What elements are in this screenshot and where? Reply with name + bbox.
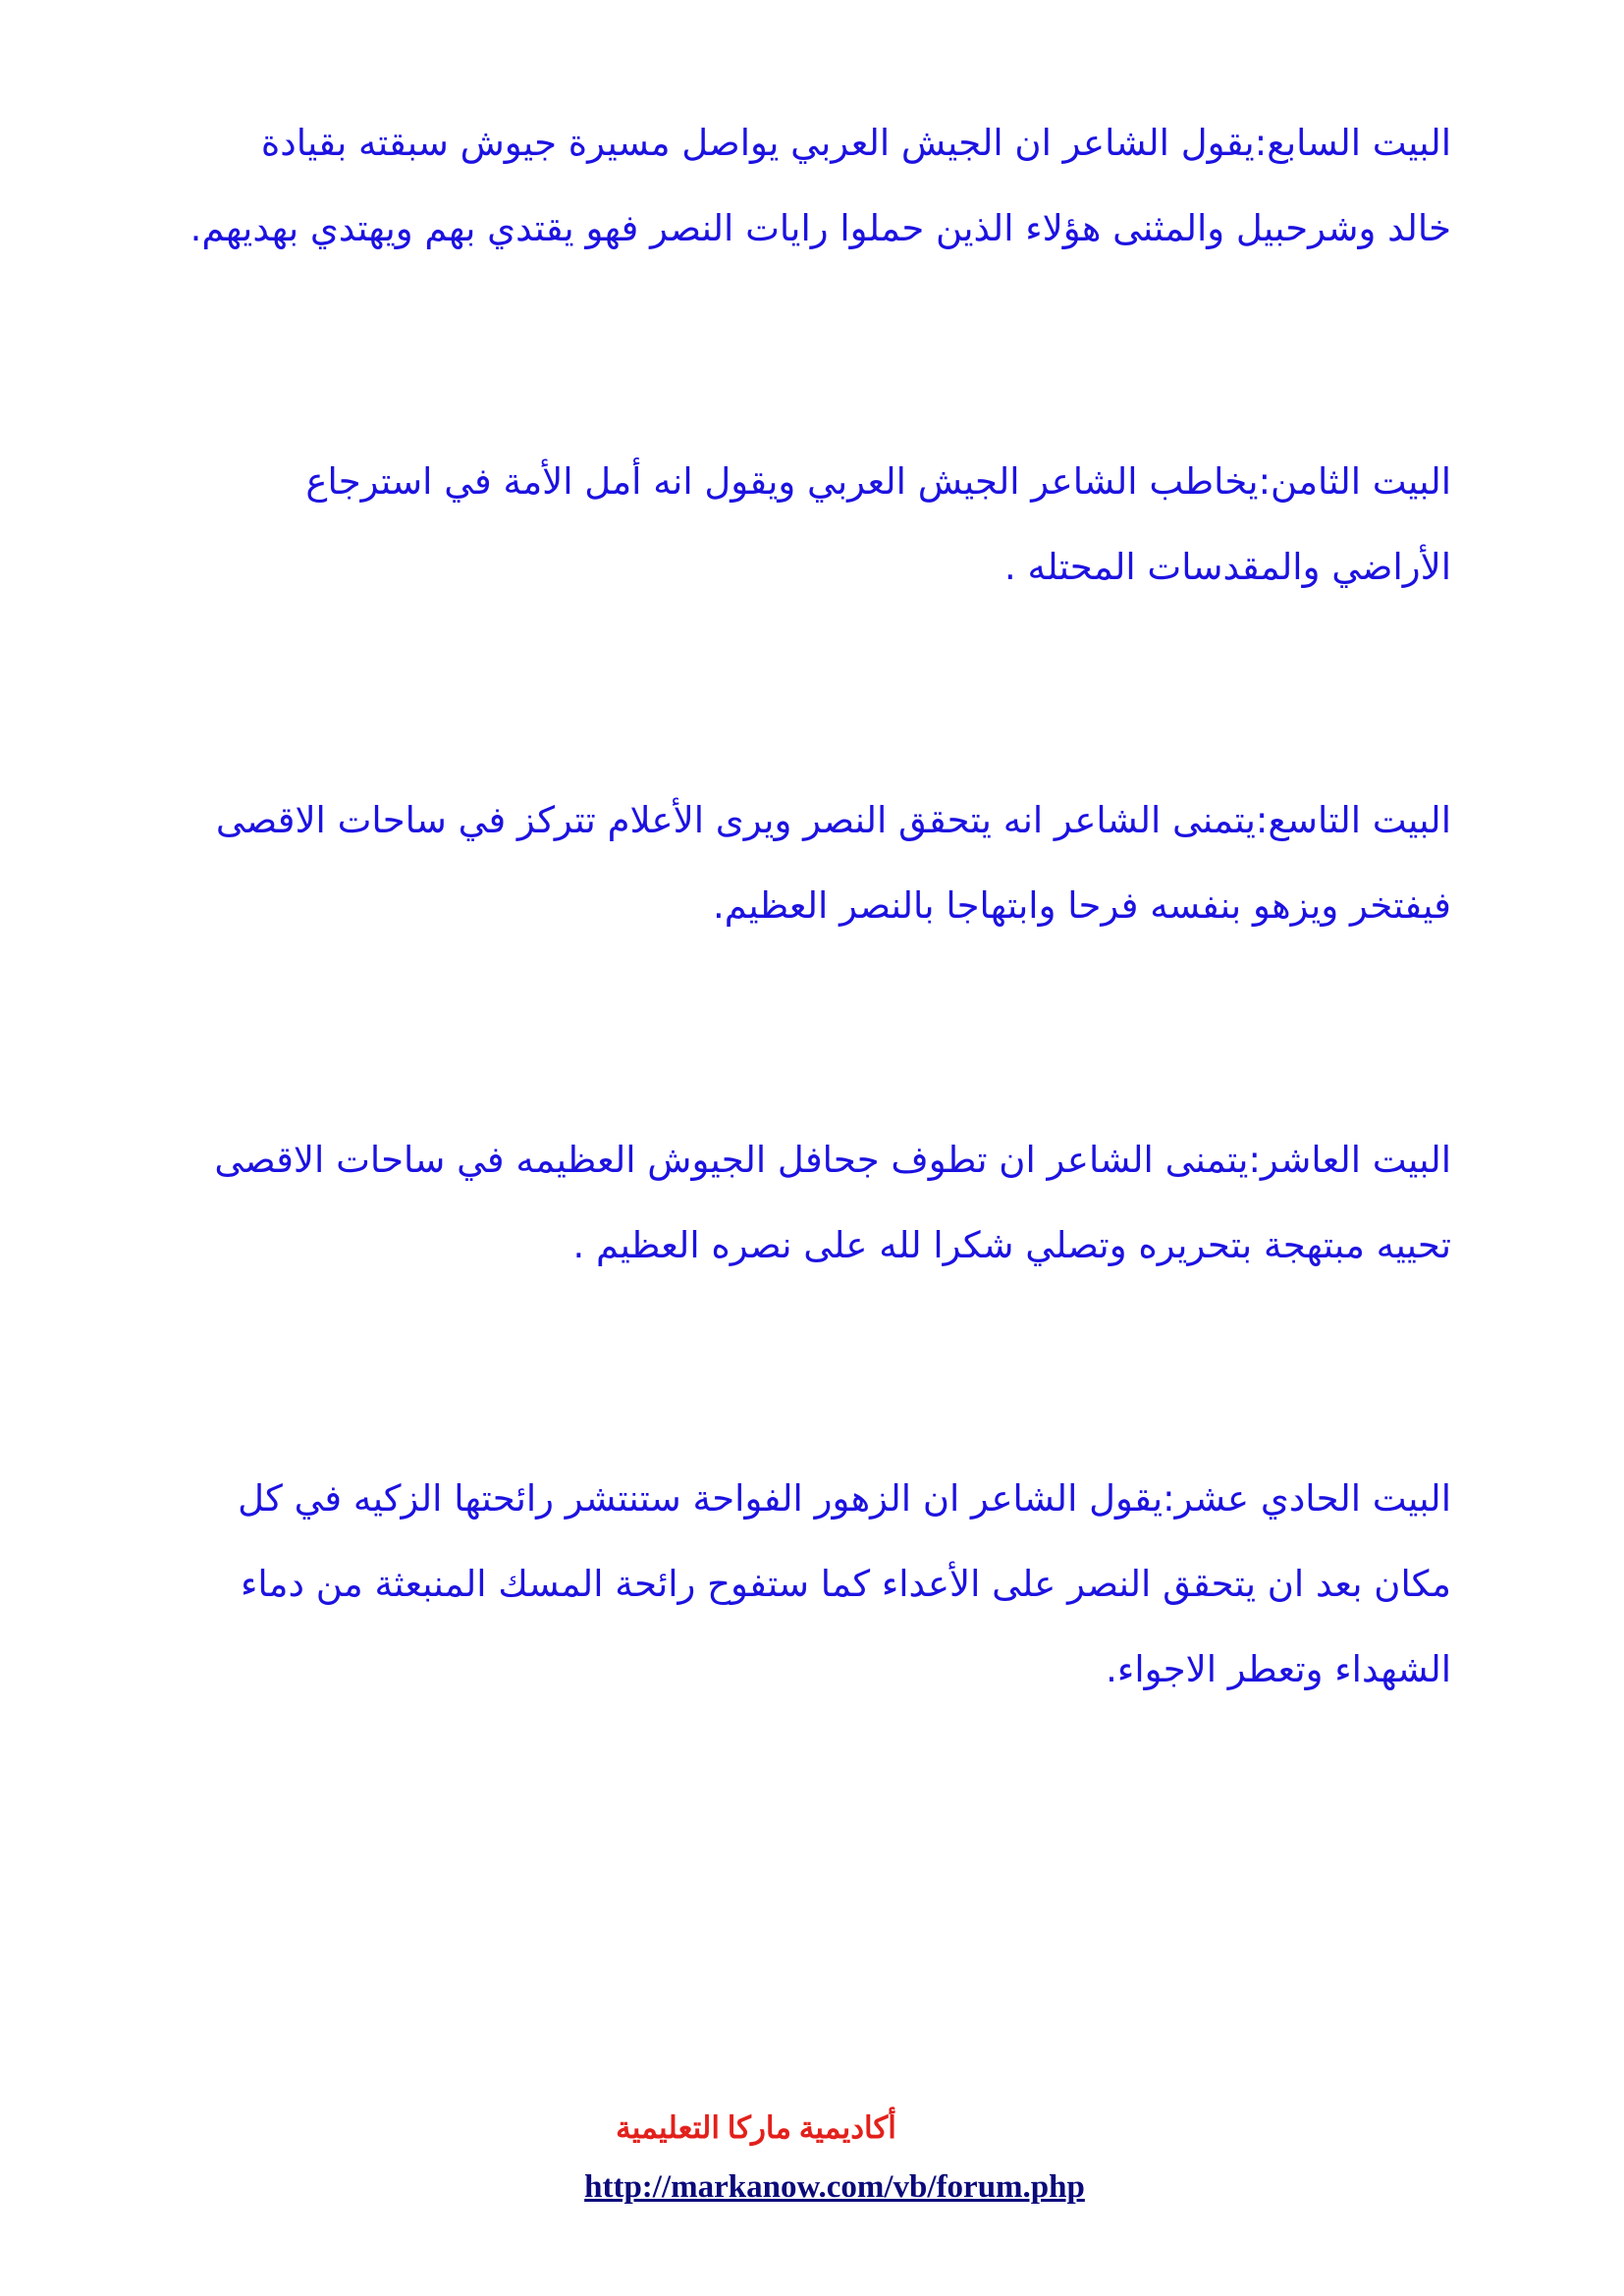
footer-academy-name: أكاديمية ماركا التعليمية [616, 2110, 896, 2145]
verse-7-explanation: البيت السابع:يقول الشاعر ان الجيش العربي يواصل مسيرة جيوش سبقته بقيادة خالد وشرحبيل والمثنى هؤلاء الذين حملوا رايات النصر فهو يقتدي بهم ويهتدي بهديهم. [189, 122, 1451, 249]
verse-11-explanation: البيت الحادي عشر:يقول الشاعر ان الزهور الفواحة ستنتشر رائحتها الزكيه في كل مكان بعد ان يتحقق النصر على الأعداء كما ستفوح رائحة المسك المنبعثة من دماء الشهداء وتعطر الاجواء. [238, 1477, 1451, 1690]
verse-8-explanation: البيت الثامن:يخاطب الشاعر الجيش العربي ويقول انه أمل الأمة في استرجاع الأراضي والمقدسات المحتله . [305, 460, 1451, 588]
footer-forum-link[interactable]: http://markanow.com/vb/forum.php [584, 2169, 1085, 2205]
verse-9-explanation: البيت التاسع:يتمنى الشاعر انه يتحقق النصر ويرى الأعلام تتركز في ساحات الاقصى فيفتخر ويزهو بنفسه فرحا وابتهاجا بالنصر العظيم. [215, 799, 1451, 927]
verse-10-explanation: البيت العاشر:يتمنى الشاعر ان تطوف جحافل الجيوش العظيمه في ساحات الاقصى تحييه مبتهجة بتحريره وتصلي شكرا لله على نصره العظيم . [214, 1139, 1451, 1266]
